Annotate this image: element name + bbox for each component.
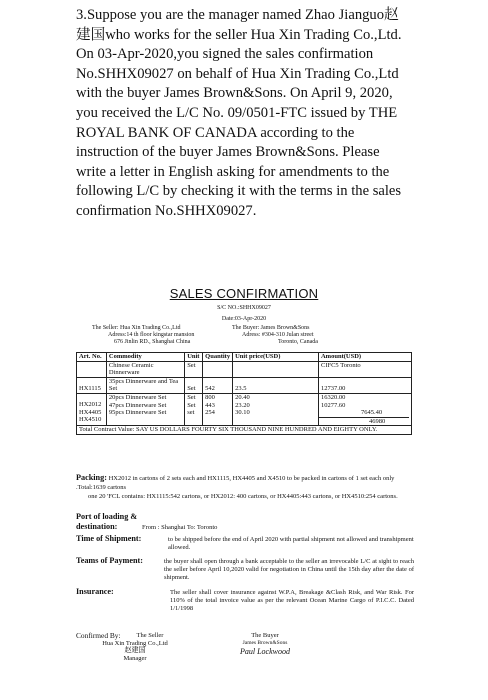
seller-info: [92, 325, 194, 346]
quantity: 800: [205, 393, 215, 401]
question-line: write a letter in English asking for amendments to the: [76, 163, 390, 180]
total-amount: 46980: [319, 417, 409, 426]
unit-cell: Set: [185, 377, 203, 393]
unit-price: 20.40: [235, 393, 250, 401]
sc-number: S/C NO.:SHHX09027: [217, 305, 271, 311]
question-line: you received the L/C No. 09/0501-FTC issued by THE: [76, 104, 398, 121]
packing-text: HX2012 in cartons of 2 sets each and HX1115, HX4405 and X4510 to be packed in cartons of 1 set each only .Total:1639 cartons: [76, 475, 395, 492]
buyer-sig-title: The Buyer: [251, 632, 279, 639]
question-line: On 03-Apr-2020,you signed the sales confirmation: [76, 46, 374, 63]
quantity: 254: [205, 409, 215, 417]
contract-value-row: [77, 426, 412, 435]
amount: 16320.00: [320, 393, 346, 401]
packing-label: Packing:: [76, 473, 107, 482]
unit-price: 23.20: [235, 401, 250, 409]
buyer-address: Adress: #304-310 Julan street: [242, 332, 314, 338]
question-line: 3.Suppose you are the manager named Zhao Jianguo赵: [76, 7, 399, 23]
seller-address-city: 676 Jinlin RD., Shanghai China: [114, 339, 191, 345]
table-header-row: [77, 353, 412, 362]
payment-text: the buyer shall open through a bank acceptable to the seller an irrevocable L/C at sight to reach the seller before April 10,2020 valid for negotiation in China until the 15th day after the date of shipment.: [164, 558, 414, 581]
buyer-city: Toronto, Canada: [278, 339, 318, 345]
header-amount: Amount(USD): [318, 353, 411, 362]
quantity: 443: [205, 401, 215, 409]
buyer-name: The Buyer: James Brown&Sons: [232, 325, 310, 331]
question-line: ROYAL BANK OF CANADA according to the: [76, 124, 355, 141]
header-quantity: Quantity: [203, 353, 233, 362]
sales-confirmation-table: [76, 352, 412, 435]
shipment-text: to be shipped before the end of April 2020 with partial shipment not allowed and transhipment allowed.: [168, 536, 414, 551]
question-line: with the buyer James Brown&Sons. On April 9, 2020,: [76, 85, 393, 102]
seller-sig-title: The Seller: [136, 632, 164, 639]
commodity: 20pcs Dinnerware Set: [108, 393, 167, 401]
destination-label: destination:: [76, 522, 118, 531]
header-commodity: Commodity: [106, 353, 184, 362]
quantity-cell: [203, 393, 233, 425]
commodity-cell: 35pcs Dinnerware and Tea Set: [106, 377, 184, 393]
art-no: HX4510: [79, 416, 102, 424]
packing-section: [76, 474, 416, 493]
sc-date: Date:03-Apr-2020: [221, 316, 267, 322]
contract-value: Total Contract Value: SAY US DOLLARS FOURTY SIX THOUSAND NINE HUNDRED AND EIGHTY ONLY.: [77, 426, 412, 435]
unit-price-cell: 23.5: [233, 377, 319, 393]
buyer-signature-block: [205, 632, 325, 656]
amount-cell: 12737.00: [318, 377, 411, 393]
buyer-sig-company: James Brown&Sons: [242, 639, 288, 646]
unit-price-cell: [233, 393, 319, 425]
question-line: following L/C by checking it with the terms in the sales: [76, 183, 402, 200]
unit: Set: [187, 393, 196, 401]
unit-price: 30.10: [235, 409, 250, 417]
header-unit: Unit: [185, 353, 203, 362]
commodity-cell: [106, 393, 184, 425]
commodity: 47pcs Dinnerware Set: [108, 401, 167, 409]
quantity-cell: 542: [203, 377, 233, 393]
art-no-cell: [77, 393, 107, 425]
question-text: [76, 6, 416, 222]
seller-sig-company: Hua Xin Trading Co.,Ltd: [102, 639, 168, 647]
packing-container-text: one 20 'FCL contains: HX1115:542 cartons, or HX2012: 400 cartons, or HX4405:443 cartons, or HX4510:254 cartons.: [88, 493, 398, 500]
sales-confirmation-title: SALES CONFIRMATION: [169, 286, 319, 301]
table-row: [77, 393, 412, 425]
art-no: HX2012: [79, 400, 102, 408]
unit-cell: [185, 393, 203, 425]
seller-address: Adress:14 th floor kingstar mansion: [108, 332, 195, 338]
amount: 10277.60: [320, 401, 346, 409]
table-row: [77, 361, 412, 377]
price-terms: CIFC5 Toronto: [318, 361, 411, 377]
amount: 7645.40: [360, 409, 383, 417]
unit: Set: [187, 401, 196, 409]
destination-text: From : Shanghai To: Toronto: [142, 524, 218, 531]
header-art-no: Art. No.: [77, 353, 107, 362]
header-unit-price: Unit price(USD): [233, 353, 319, 362]
question-line: 建国who works for the seller Hua Xin Trading Co.,Ltd.: [76, 26, 402, 43]
amount-cell: [318, 393, 411, 425]
art-no-cell: HX1115: [77, 377, 107, 393]
confirmed-by-label: Confirmed By:: [76, 631, 121, 640]
insurance-label: Insurance:: [76, 587, 114, 596]
payment-label: Teams of Payment:: [76, 556, 144, 565]
question-line: No.SHHX09027 on behalf of Hua Xin Trading Co.,Ltd: [76, 65, 399, 82]
table-row: [77, 377, 412, 393]
commodity: 95pcs Dinnerware Set: [108, 409, 167, 417]
seller-sig-position: Manager: [123, 654, 147, 662]
buyer-signature: Paul Lockwood: [240, 647, 290, 657]
unit-cell: Set: [185, 361, 203, 377]
seller-name: The Seller: Hua Xin Trading Co.,Ltd: [92, 325, 181, 331]
insurance-text: The seller shall cover insurance against W.P.A, Breakage &Clash Risk, and War Risk. For 110% of the total invoice value as per the relevant Ocean Marine Cargo of P.I.C.C. Dated 1/1/1998: [170, 589, 414, 612]
buyer-info: [232, 325, 318, 346]
commodity-intro: Chinese Ceramic Dinnerware: [106, 361, 184, 377]
question-line: instruction of the buyer James Brown&Sons. Please: [76, 144, 380, 161]
question-line: confirmation No.SHHX09027.: [76, 202, 257, 219]
port-label: Port of loading &: [76, 512, 138, 521]
shipment-label: Time of Shipment:: [76, 534, 142, 543]
art-no: HX4405: [79, 408, 102, 416]
seller-signature-block: [70, 632, 200, 662]
unit: set: [187, 409, 195, 417]
seller-sig-name: 赵建国: [124, 646, 146, 655]
